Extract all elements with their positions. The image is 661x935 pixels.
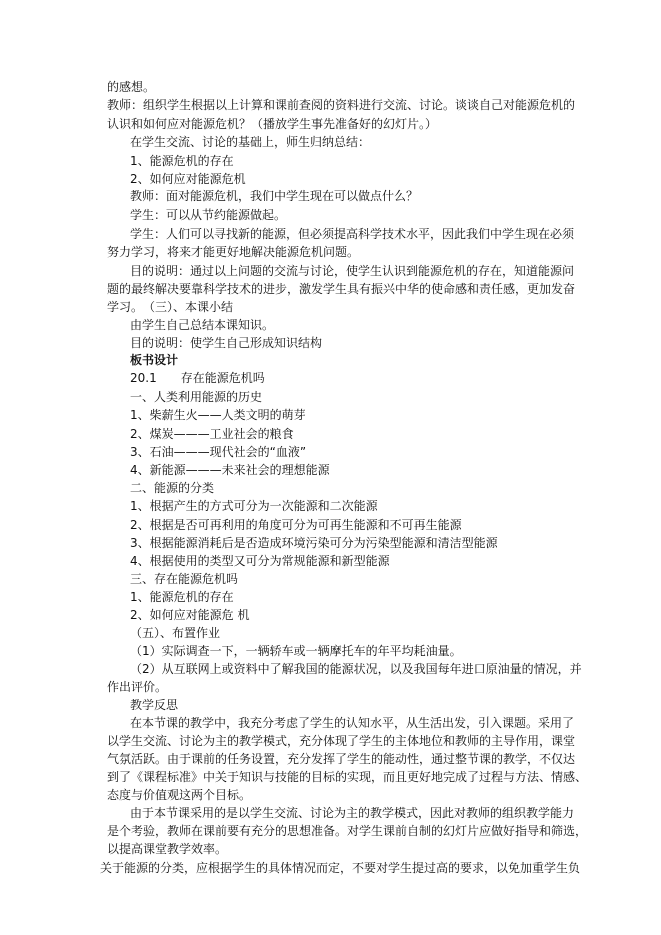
text-line: 是个考验，教师在课前要有充分的思想准备。对学生课前自制的幻灯片应做好指导和筛选，: [107, 824, 588, 838]
text-line: 的感想。: [107, 80, 156, 94]
text-line: 认识和如何应对能源危机？（播放学生事先准备好的幻灯片。）: [107, 117, 438, 131]
text-line: 目的说明：使学生自己形成知识结构: [130, 336, 323, 350]
text-line: 目的说明：通过以上问题的交流与讨论，使学生认识到能源危机的存在，知道能源问: [130, 264, 575, 278]
text-line: 学生：人们可以寻找新的能源，但必须提高科学技术水平，因此我们中学生现在必须: [130, 227, 575, 241]
text-line: 由学生自己总结本课知识。: [130, 318, 275, 332]
text-line: 在本节课的教学中，我充分考虑了学生的认知水平，从生活出发，引入课题。采用了: [130, 716, 575, 730]
text-line: 2、如何应对能源危机: [130, 172, 246, 186]
text-line: 1、根据产生的方式可分为一次能源和二次能源: [130, 499, 378, 513]
text-line: 2、如何应对能源危 机: [130, 608, 250, 622]
text-line: 到了《课程标准》中关于知识与技能的目标的实现，而且更好地完成了过程与方法、情感、: [107, 770, 588, 784]
text-line: 教师：组织学生根据以上计算和课前查阅的资料进行交流、讨论。谈谈自己对能源危机的: [107, 98, 576, 112]
text-line: 1、能源危机的存在: [130, 154, 234, 168]
text-line: 以学生交流、讨论为主的教学模式，充分体现了学生的主体地位和教师的主导作用，课堂: [107, 734, 576, 748]
text-line: 4、新能源———未来社会的理想能源: [130, 463, 330, 477]
text-line: 三、存在能源危机吗: [130, 572, 239, 586]
text-line: 气氛活跃。由于课前的任务设置，充分发挥了学生的能动性，通过整节课的教学，不仅达: [107, 752, 576, 766]
text-line: 关于能源的分类，应根据学生的具体情况而定，不要对学生提过高的要求，以免加重学生负: [100, 861, 581, 875]
text-line: 由于本节课采用的是以学生交流、讨论为主的教学模式，因此对教师的组织教学能力: [130, 806, 575, 820]
text-line: 态度与价值观这两个目标。: [107, 788, 252, 802]
text-line: 努力学习，将来才能更好地解决能源危机问题。: [107, 245, 360, 259]
text-line: 作出评价。: [107, 680, 168, 694]
text-line: 4、根据使用的类型又可分为常规能源和新型能源: [130, 554, 390, 568]
section-heading: 教学反思: [130, 698, 179, 712]
text-line: （1）实际调查一下，一辆轿车或一辆摩托车的年平均耗油量。: [130, 644, 462, 658]
text-line: 一、人类利用能源的历史: [130, 390, 263, 404]
text-line: 2、根据是否可再利用的角度可分为可再生能源和不可再生能源: [130, 518, 462, 532]
section-heading: 板书设计: [130, 353, 179, 367]
text-line: 二、能源的分类: [130, 481, 215, 495]
text-line: （2）从互联网上或资料中了解我国的能源状况，以及我国每年进口原油量的情况，并: [130, 662, 582, 676]
text-line: 1、柴薪生火——人类文明的萌芽: [130, 408, 306, 422]
text-line: 2、煤炭———工业社会的粮食: [130, 427, 294, 441]
text-line: 在学生交流、讨论的基础上，师生归纳总结：: [130, 135, 371, 149]
text-line: 学习。 （三）、本课小结: [107, 300, 234, 314]
text-line: 以提高课堂教学效率。: [107, 842, 228, 856]
text-line: 3、根据能源消耗后是否造成环境污染可分为污染型能源和清洁型能源: [130, 536, 498, 550]
text-line: 学生：可以从节约能源做起。: [130, 208, 287, 222]
text-line: 题的最终解决要靠科学技术的进步，激发学生具有振兴中华的使命感和责任感，更加发奋: [107, 282, 576, 296]
text-line: （五）、布置作业: [130, 626, 221, 640]
text-line: 3、石油———现代社会的“血液”: [130, 445, 307, 459]
text-line: 1、能源危机的存在: [130, 590, 234, 604]
text-line: 20.1 存在能源危机吗: [130, 371, 265, 385]
text-line: 教师：面对能源危机，我们中学生现在可以做点什么？: [130, 189, 419, 203]
